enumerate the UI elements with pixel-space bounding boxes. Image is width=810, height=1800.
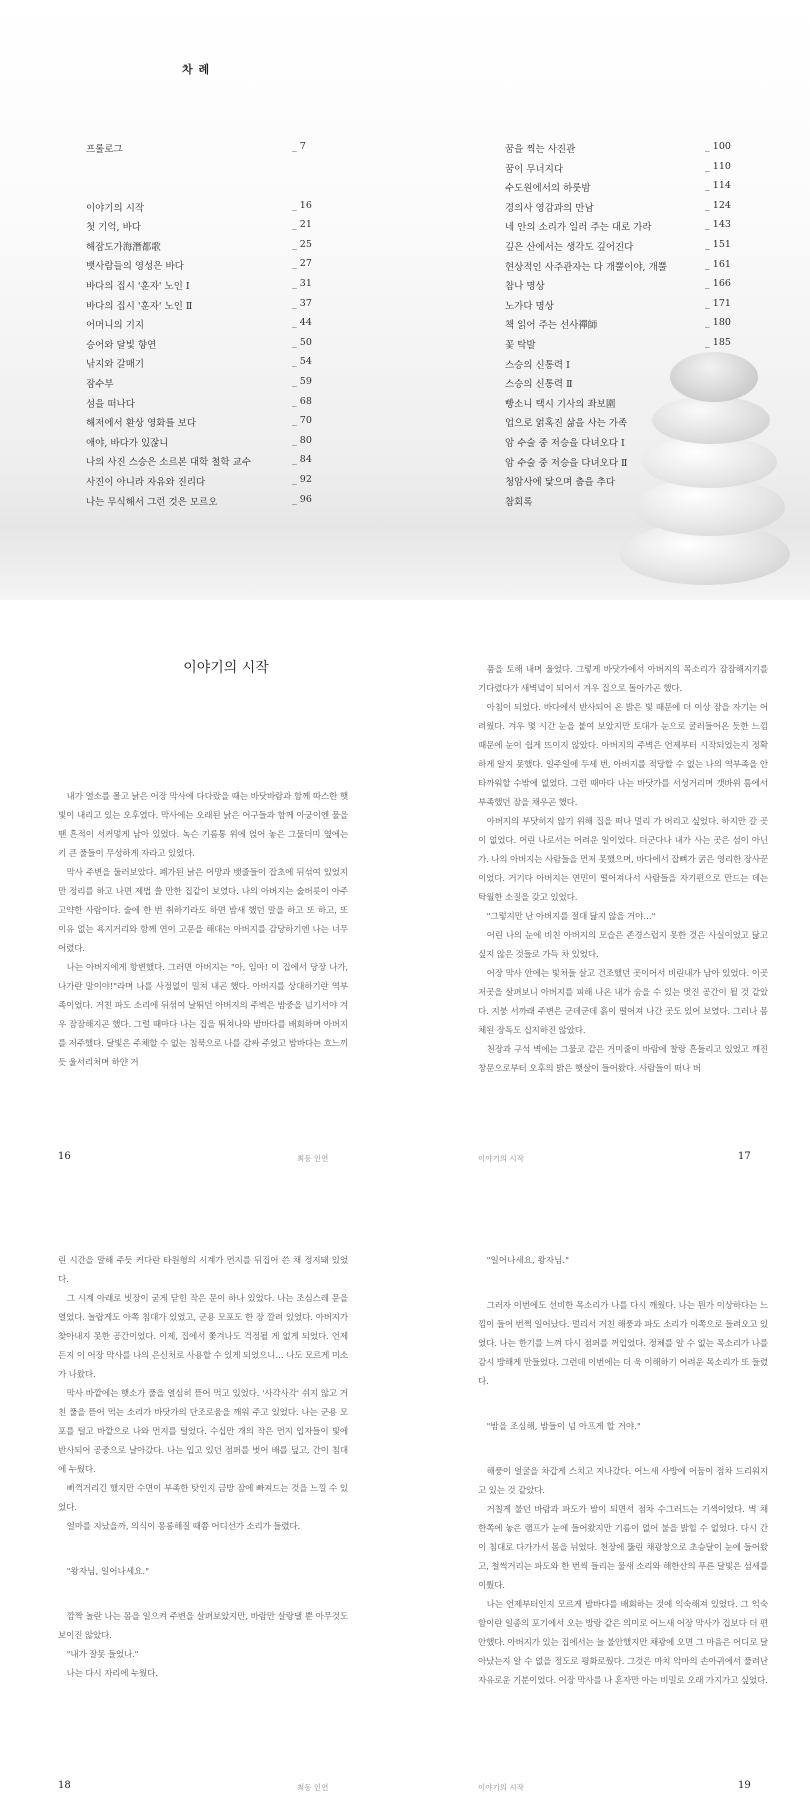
- toc-spread: [0, 0, 810, 600]
- toc-entry-page: _ 180: [705, 317, 731, 329]
- toc-entry-title: 첫 기억, 바다: [86, 222, 141, 234]
- toc-entry-page: _ 16: [292, 199, 312, 211]
- toc-entry-title: 해잠도가海潛都歌: [86, 241, 161, 253]
- body-paragraph: 어린 나의 눈에 비친 아버지의 모습은 존경스럽지 못한 것은 사실이었고 닮고 싶지 않은 것들로 가득 차 있었다.: [478, 931, 768, 960]
- toc-title: 차 례: [182, 63, 211, 76]
- toc-entry: [505, 258, 731, 279]
- toc-entry-title: 암 수술 중 저승을 다녀오다 Ⅰ: [505, 437, 625, 449]
- toc-entry-page: _ 161: [705, 258, 731, 270]
- toc-entry: [86, 239, 381, 259]
- toc-left-column: [86, 141, 381, 513]
- body-paragraph: 아버지의 부닷히지 않기 위해 집을 떠나 멀리 가 버리고 싶었다. 하지만 갈 곳이 없었다. 어린 나로서는 어려운 일이었다. 더군다나 내가 사는 곳은 섬이 아닌가. 나의 아버지는 사람들을 먼저 못했으며, 바다에서 잡뼈가 굵은 영리한 장사꾼이었다. 거기다 아버지는 연민이 떨어져나서 사람들을 자기편으로 만드는 데는 탁월한 소질을 갖고 있었다.: [478, 817, 768, 903]
- toc-entry-page: _ 37: [292, 297, 312, 309]
- body-paragraph: 천장과 구석 벽에는 그물코 같은 거미줄이 바람에 찰랑 흔들리고 있었고 깨진 창문으로부터 오후의 밝은 햇살이 들어왔다. 사람들이 떠나 버: [478, 1045, 768, 1074]
- toc-entry-page: _ 166: [705, 278, 731, 290]
- toc-entry: [505, 160, 731, 181]
- toc-entry-title: 나의 사진 스승은 소르본 대학 철학 교수: [86, 457, 251, 469]
- toc-entry: [86, 356, 381, 376]
- toc-entry-title: 노가다 명상: [505, 300, 554, 312]
- toc-entry-title: 빵소니 택시 기사의 좌보圍: [505, 398, 616, 410]
- toc-entry-title: 바다의 집시 '훈자' 노인 Ⅰ: [86, 280, 190, 292]
- body-paragraph: 품을 토해 내며 울었다. 그렇게 바닷가에서 아버지의 목소리가 잠잠해지기를 기다렸다가 새벽녘이 되어서 겨우 집으로 돌아가곤 했다.: [478, 665, 768, 694]
- running-head-19: 이야기의 시작: [478, 1783, 524, 1792]
- body-paragraph: 어장 막사 안에는 빛처들 살고 건조했던 곳이어서 비린내가 남아 있었다. 이곳저곳을 살펴보니 아버지를 피해 나온 내가 숨을 수 있는 멋진 공간이 될 것 같았다. 지붕 서까래 주변은 군데군데 흙이 떨어져 나간 곳도 있어 보였다. 그러나 몸체된 장독도 십지하진 않았다.: [478, 969, 768, 1036]
- toc-entry-page: _ 31: [292, 277, 312, 289]
- toc-entry-page: _ 54: [292, 356, 312, 368]
- body-paragraph: 나는 언제부터인지 모르게 밤바다를 배회하는 것에 익숙해져 있었다. 그 익숙함이란 일종의 포기에서 오는 방랑 같은 의미로 어느새 어장 막사가 집보다 더 편안했다. 아버지가 있는 집에서는 늘 불안했지만 채광에 오면 그 마음은 어디로 달아났는지 알 수 없을 정도로 평화로웠다. 그것은 마치 악마의 손아귀에서 풀려난 자유로운 기분이었다. 어장 막사를 나 혼자만 아는 비밀로 오래 가지가고 싶었다.: [478, 1600, 768, 1686]
- page-number-18: 18: [58, 1780, 71, 1791]
- toc-entry-title: 승어와 달빛 향연: [86, 339, 157, 351]
- toc-entry: [86, 278, 381, 298]
- toc-entry-title: 업으로 얽혹진 삶을 사는 가족: [505, 418, 628, 430]
- stone-2: [652, 396, 770, 444]
- toc-entry-title: 꿈이 무너지다: [505, 163, 564, 175]
- dialogue-line: "일어나세요, 왕자님.": [486, 1256, 570, 1266]
- body-paragraph: 그러자 이번에도 선비한 목소리가 나를 다시 깨웠다. 나는 뭔가 이상하다는 느낌이 들어 번쩍 일어났다. 멀리서 거친 해풍과 파도 소리가 이쪽으로 들려오고 있었다. 나는 한기를 느껴 다시 점퍼를 꺼입었다. 정체를 알 수 없는 목소리가 나를 감시 방해게 만들었다. 그런데 이번에는 더 욱 이해하기 어려운 목소리가 또 들렸다.: [478, 1301, 769, 1387]
- toc-entry-title: 프롤로그: [86, 144, 123, 155]
- toc-entry-title: 나는 무식해서 그런 것은 모르오: [86, 496, 218, 508]
- toc-entry: [86, 258, 381, 278]
- toc-entry: [86, 317, 381, 337]
- toc-entry-page: _ 110: [705, 160, 731, 172]
- toc-entry-title: 수도원에서의 하룻밤: [505, 183, 591, 195]
- toc-entry: [86, 200, 381, 220]
- toc-entry-page: _ 70: [292, 415, 312, 427]
- toc-entry-title: 네 안의 소리가 일러 주는 대로 가라: [505, 222, 652, 234]
- toc-entry-title: 참나 명상: [505, 281, 545, 293]
- toc-entry: [505, 199, 731, 220]
- spacer: [58, 1582, 348, 1608]
- toc-entry-title: 책 읽어 주는 선사禪師: [505, 320, 598, 332]
- toc-entry-page: _ 171: [705, 297, 731, 309]
- toc-entry-page: _ 100: [705, 141, 731, 152]
- body-paragraph: 깜짝 놀란 나는 몸을 일으켜 주변을 살펴보았지만, 바람만 살랑댈 뿐 아무것도 보이진 않았다.: [58, 1612, 348, 1641]
- toc-entry-page: _ 27: [292, 258, 312, 270]
- toc-entry-title: 사진이 아니라 자유와 진리다: [86, 476, 206, 488]
- toc-entry: [86, 474, 381, 494]
- body-paragraph: 막사 바깥에는 햇소가 풀을 열심히 뜯어 먹고 있었다. '사각사각' 쉬지 않고 거친 풀을 뜯어 먹는 소리가 바닷가의 단조로움을 깨워 주고 있었다. 나는 군용 모포를 털고 바깥으로 나와 먼지를 털었다. 수십만 개의 작은 먼지 입자들이 빛에 반사되어 공중으로 날아갔다. 나는 입고 있던 점퍼를 벗어 배를 덮고, 간이 침대에 누웠다.: [58, 1389, 348, 1475]
- dialogue-line: "밤을 조심해, 밤들이 넘 아프게 할 거야.": [486, 1422, 641, 1432]
- body-paragraph: 막사 주변을 둘러보았다. 폐가된 낡은 어망과 뱃줄들이 잡초에 뒤섞여 있었지만 정리를 하고 나면 제법 쓸 만한 집같이 보였다. 나의 아버지는 술버릇이 아주 고약한 사람이다. 술에 한 번 취하기라도 하면 밤새 했던 말을 하고 또 하고, 또 이유 없는 욕지거리와 함께 연이 고문을 해대는 아버지를 감당하기엔 나는 너무 어렸다.: [58, 868, 348, 954]
- body-paragraph: 린 시간을 말해 주듯 커다란 타원형의 시계가 먼지를 뒤집어 쓴 채 정지돼 있었다.: [58, 1256, 348, 1285]
- toc-entry-title: 섬을 떠나다: [86, 398, 135, 410]
- toc-entry-title: 청암사에 닻으며 춤을 추다: [505, 477, 616, 489]
- toc-entry: [86, 219, 381, 239]
- spacer: [478, 1271, 768, 1297]
- dialogue-line: "왕자님, 일어나세요.": [66, 1567, 150, 1577]
- toc-entry-title: 꽃 탁발: [505, 339, 536, 351]
- toc-entry-page: _ 68: [292, 395, 312, 407]
- toc-entry: [86, 337, 381, 357]
- toc-entry: [505, 278, 731, 298]
- toc-entry-title: 뱃사람들의 영성은 바다: [86, 261, 184, 273]
- page-19-body: [478, 1252, 768, 1691]
- toc-entry-title: 참회록: [505, 496, 533, 508]
- toc-entry-title: 스승의 신통력 Ⅱ: [505, 379, 573, 391]
- toc-entry: [505, 219, 731, 239]
- stone-top: [670, 352, 758, 402]
- toc-entry: [505, 141, 731, 161]
- running-head-16: 최동 인연: [297, 1154, 329, 1163]
- running-head-17: 이야기의 시작: [478, 1154, 524, 1163]
- toc-entry: [505, 297, 731, 318]
- toc-entry-title: 낚지와 갈매기: [86, 359, 145, 371]
- page-16-body: [58, 788, 348, 1073]
- toc-entry: [86, 376, 381, 396]
- spacer: [478, 1392, 768, 1418]
- toc-entry-page: _ 151: [705, 238, 731, 250]
- toc-entry-title: 어머니의 기지: [86, 320, 145, 332]
- toc-entry-title: 꿈을 찍는 사진관: [505, 144, 576, 155]
- toc-entry: [505, 180, 731, 200]
- toc-entry-page: _ 92: [292, 473, 312, 485]
- toc-entry-page: _ 59: [292, 375, 312, 387]
- toc-entry-title: 깊은 산에서는 생각도 깊어진다: [505, 241, 634, 253]
- body-paragraph: 해풍이 얼굴을 차갑게 스치고 지나갔다. 어느새 사방에 어둠이 점차 드리워지고 있는 것 같았다.: [478, 1467, 768, 1496]
- toc-entry: [86, 298, 381, 318]
- body-paragraph: 삐꺽거리긴 했지만 수면이 부족한 탓인지 금방 잠에 빠져드는 것을 느낄 수 있었다.: [58, 1484, 348, 1513]
- spacer: [58, 1537, 348, 1563]
- page-number-17: 17: [738, 1151, 751, 1162]
- toc-entry: [86, 494, 381, 514]
- toc-entry: [86, 454, 381, 474]
- body-paragraph: 얼마를 지났을까, 의식이 몽롱해질 때쯤 어디선가 소리가 들렸다.: [66, 1522, 301, 1532]
- toc-entry-page: _ 143: [705, 219, 731, 231]
- toc-entry-page: _ 7: [292, 141, 306, 152]
- page-17-body: [478, 661, 768, 1079]
- body-paragraph: 나는 다시 자리에 누웠다.: [66, 1669, 158, 1679]
- toc-entry-page: _ 114: [705, 180, 731, 192]
- toc-entry: [86, 415, 381, 435]
- toc-entry-title: 이야기의 시작: [86, 202, 145, 214]
- page-18-body: [58, 1252, 348, 1684]
- toc-entry-title: 암 수술 중 저승을 다녀오다 Ⅱ: [505, 457, 628, 469]
- toc-entry-page: _ 96: [292, 493, 312, 505]
- stacked-stones-image: [580, 318, 810, 600]
- page-number-19: 19: [738, 1780, 751, 1791]
- body-paragraph: 아침이 되었다. 바다에서 반사되어 온 밝은 빛 때문에 더 이상 잠을 자기는 어려웠다. 겨우 몇 시간 눈을 붙여 보았지만 토대가 눈으로 굴러들어온 듯한 느낌 때문에 눈이 쉽게 뜨이지 않았다. 아버지의 주벽은 언제부터 시작되었는지 정확하게 알지 못했다. 일주일에 두세 번, 아버지를 적당할 수 없는 나의 역부족을 안타까워할 수밖에 없었다. 그런 때마다 나는 바닷가를 서성거리며 갯바위 틈에서 부족했던 잠을 채우곤 했다.: [478, 703, 768, 808]
- body-paragraph: 거칠게 불던 바람과 파도가 밤이 되면서 점차 수그러드는 기색이었다. 벽 채 한쪽에 놓은 램프가 눈에 들어왔지만 기름이 없어 불을 밝힐 수 없었다. 다시 간이 침대로 다가가서 몸을 뉘었다. 천장에 뚫린 채광창으로 초승달이 눈에 들어왔고, 철썩거리는 파도와 한 번씩 들리는 물새 소리와 해한산의 푸른 달빛은 섬세를 이뤘다.: [478, 1505, 768, 1591]
- page-number-16: 16: [58, 1151, 71, 1162]
- toc-entry: [86, 396, 381, 416]
- toc-entry-page: _ 44: [292, 317, 312, 329]
- toc-entry-title: 애야, 바다가 있잖니: [86, 437, 169, 449]
- chapter-title: 이야기의 시작: [183, 660, 269, 676]
- toc-entry-page: _ 80: [292, 434, 312, 446]
- toc-entry: [86, 435, 381, 455]
- toc-entry-title: 스승의 신통력 Ⅰ: [505, 359, 570, 371]
- toc-entry-page: _ 185: [705, 336, 731, 348]
- running-head-18: 최동 인연: [297, 1783, 329, 1792]
- body-paragraph: "그렇지만 난 아버지를 절대 닮지 않을 거야…": [486, 912, 656, 922]
- toc-entry-page: _ 50: [292, 336, 312, 348]
- toc-entry-page: _ 84: [292, 454, 312, 466]
- toc-entry-page: _ 124: [705, 199, 731, 211]
- toc-entry-title: 잠수부: [86, 378, 114, 390]
- body-paragraph: "내가 잘못 들었나.": [66, 1650, 139, 1660]
- toc-entry-title: 경의사 영감과의 만남: [505, 202, 594, 214]
- toc-entry-page: _ 21: [292, 219, 312, 231]
- toc-entry: [86, 141, 381, 161]
- body-paragraph: 나는 아버지에게 항변했다. 그러면 아버지는 "아, 임마! 이 집에서 당장 나가, 나가란 말이야!"라며 나를 사정없이 밀쳐 내곤 했다. 아버지를 상대하기란 역부족이었다. 거친 파도 소리에 뒤섞여 날뛰던 아버지의 주벽은 밤중을 넘기서야 겨우 잠잠해지곤 했다. 그럴 때마다 나는 집을 뛰쳐나와 밤바다를 배회하며 아버지를 저주했다. 달빛은 주체할 수 없는 침묵으로 나를 감싸 주었고 밤바다는 흐느끼듯 울서리처며 하얀 거: [58, 963, 348, 1068]
- toc-entry-title: 바다의 집시 '훈자' 노인 Ⅱ: [86, 300, 193, 312]
- toc-entry-title: 현상적인 사주관자는 다 개뿔이야, 개뿔: [505, 261, 667, 273]
- toc-entry-page: _ 25: [292, 238, 312, 250]
- toc-entry: [505, 238, 731, 259]
- body-paragraph: 내가 열소를 몰고 낡은 어장 막사에 다다랐을 때는 바닷바람과 함께 따스한 햇빛이 내리고 있는 오후였다. 막사에는 오래된 낡은 어구들과 함께 아궁이엔 물을 땐 흔적이 서커멓게 남아 있었다. 녹슨 기름통 위에 얹어 놓은 그물더미 옆에는 키 큰 풀들이 무성하게 자라고 있었다.: [58, 792, 348, 859]
- body-paragraph: 그 시계 아래로 빗장이 굳게 닫힌 작은 문이 하나 있었다. 나는 조심스레 문을 열었다. 놀랍게도 아쪽 침대가 있었고, 군용 모포도 한 장 깔려 있었다. 아버지가 찾아내지 못한 공간이었다. 이제, 집에서 쫓겨나도 걱정될 게 없게 되었다. 언제든지 이 어장 막사를 나의 은신처로 사용할 수 있게 되었으니… 나도 모르게 미소가 나왔다.: [58, 1294, 348, 1380]
- spacer: [478, 1437, 768, 1463]
- toc-entry-title: 해저에서 환상 영화를 보다: [86, 418, 197, 430]
